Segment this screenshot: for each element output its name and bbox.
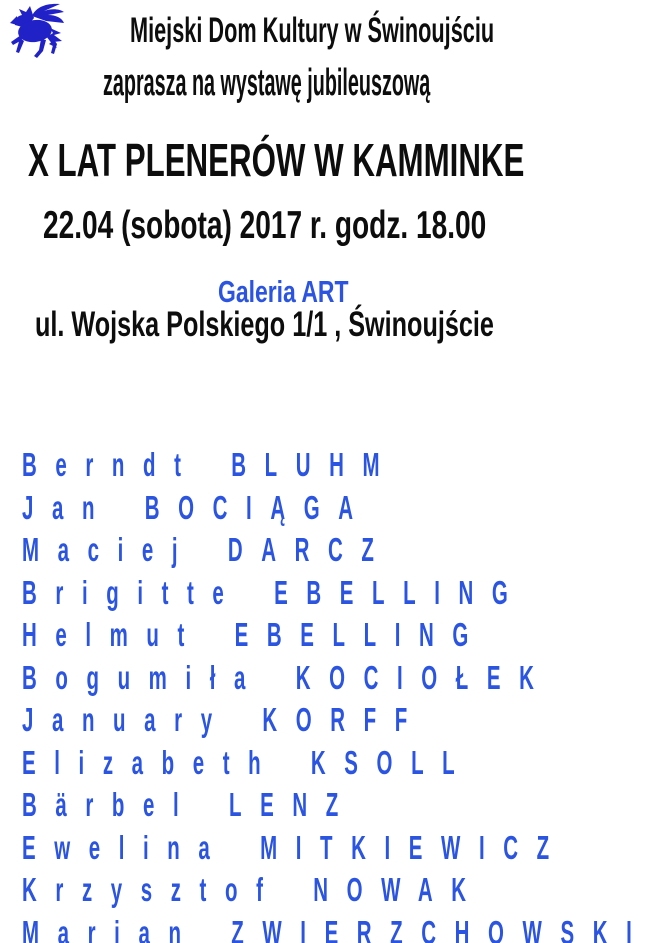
artist-name: Krzysztof NOWAK bbox=[22, 871, 485, 908]
venue-address: ul. Wojska Polskiego 1/1 , Świnoujście bbox=[35, 305, 494, 344]
event-datetime: 22.04 (sobota) 2017 r. godz. 18.00 bbox=[43, 204, 487, 247]
artist-name: Bärbel LENZ bbox=[22, 786, 357, 823]
artist-name: Elizabeth KSOLL bbox=[22, 743, 474, 781]
artist-name: Bogumiła KOCIOŁEK bbox=[22, 658, 553, 696]
artist-name: Jan BOCIĄGA bbox=[22, 488, 372, 526]
artist-name: Helmut EBELLING bbox=[22, 616, 487, 653]
artist-name: Berndt BLUHM bbox=[22, 446, 399, 483]
pegasus-logo-icon bbox=[8, 2, 66, 58]
artist-name: Maciej DARCZ bbox=[22, 531, 393, 568]
artist-name: Ewelina MITKIEWICZ bbox=[22, 828, 568, 866]
artist-name: January KORFF bbox=[22, 701, 426, 738]
venue-name: Galeria ART bbox=[218, 274, 349, 309]
invitation-text: zaprasza na wystawę jubileuszową bbox=[103, 62, 431, 104]
artist-name: Brigitte EBELLING bbox=[22, 573, 527, 611]
organization-name: Miejski Dom Kultury w Świnoujściu bbox=[130, 11, 495, 50]
artist-name: Marian ZWIERZCHOWSKI bbox=[22, 913, 651, 943]
artists-list bbox=[22, 444, 659, 943]
exhibition-title: X LAT PLENERÓW W KAMMINKE bbox=[28, 134, 525, 186]
